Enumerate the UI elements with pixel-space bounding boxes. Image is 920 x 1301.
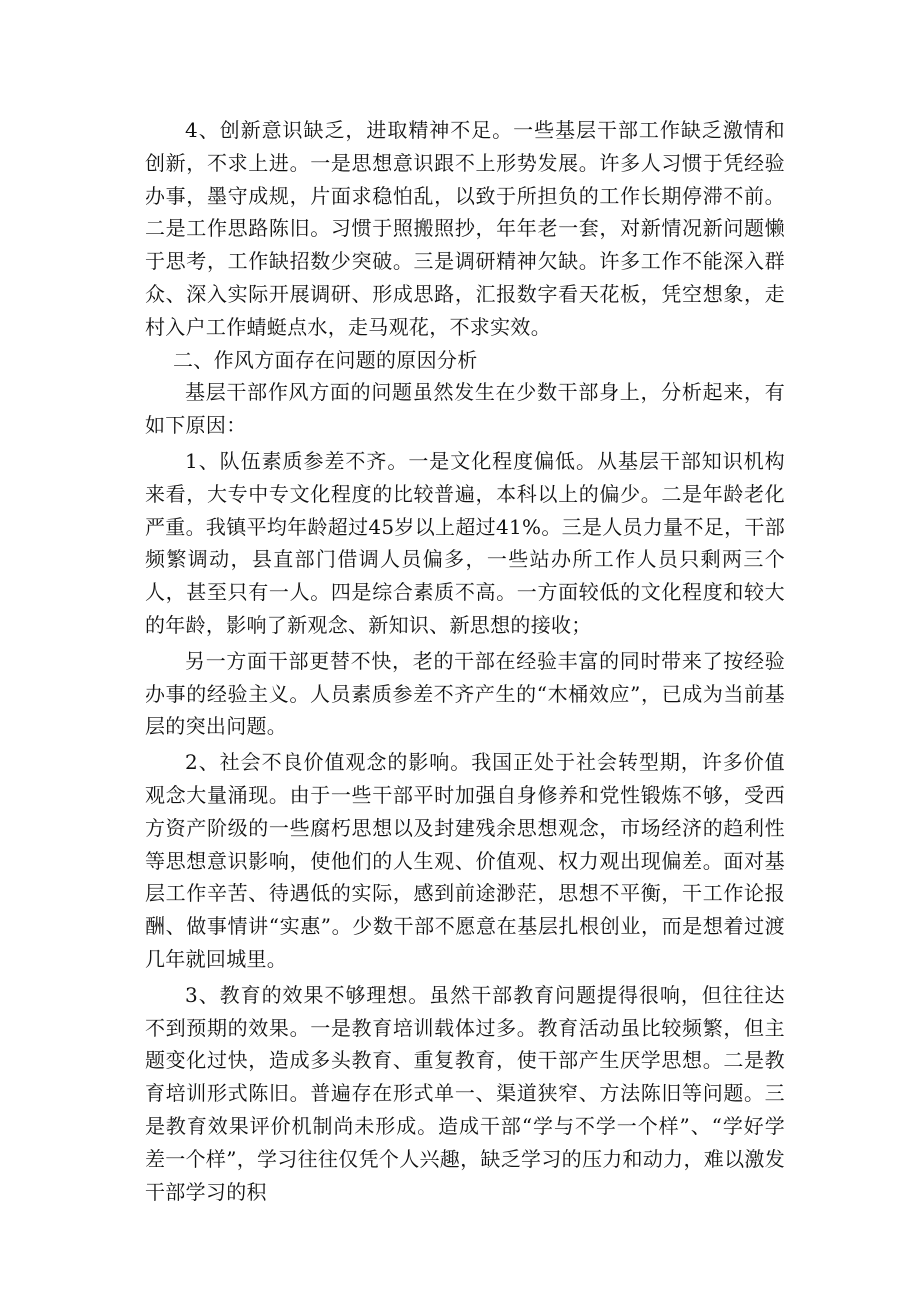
paragraph-cause-intro: 基层干部作风方面的问题虽然发生在少数干部身上，分析起来，有如下原因： (145, 380, 785, 438)
paragraph-innovation-lacking: 4、创新意识缺乏，进取精神不足。一些基层干部工作缺乏激情和创新，不求上进。一是思想意识跟不上形势发展。许多人习惯于凭经验办事，墨守成规，片面求稳怕乱，以致于所担负的工作长期停滞不前。二是工作思路陈旧。习惯于照搬照抄，年年老一套，对新情况新问题懒于思考，工作缺招数少突破。三是调研精神欠缺。许多工作不能深入群众、深入实际开展调研、形成思路，汇报数字看天花板，凭空想象，走村入户工作蜻蜓点水，走马观花，不求实效。 (145, 118, 785, 339)
paragraph-education-effect: 3、教育的效果不够理想。虽然干部教育问题提得很响，但往往达不到预期的效果。一是教育培训载体过多。教育活动虽比较频繁，但主题变化过快，造成多头教育、重复教育，使干部产生厌学思想。二是教育培训形式陈旧。普遍存在形式单一、渠道狭窄、方法陈旧等问题。三是教育效果评价机制尚未形成。造成干部“学与不学一个样”、“学好学差一个样”，学习往往仅凭个人兴趣，缺乏学习的压力和动力，难以激发干部学习的积 (145, 982, 785, 1204)
paragraph-team-quality: 1、队伍素质参差不齐。一是文化程度偏低。从基层干部知识机构来看，大专中专文化程度的比较普遍，本科以上的偏少。二是年龄老化严重。我镇平均年龄超过45岁以上超过41%。三是人员力量不足，干部频繁调动，县直部门借调人员偏多，一些站办所工作人员只剩两三个人，甚至只有一人。四是综合素质不高。一方面较低的文化程度和较大的年龄，影响了新观念、新知识、新思想的接收； (145, 448, 785, 637)
section-heading-cause-analysis: 二、作风方面存在问题的原因分析 (173, 347, 478, 372)
paragraph-cadre-replacement: 另一方面干部更替不快，老的干部在经验丰富的同时带来了按经验办事的经验主义。人员素质参差不齐产生的“木桶效应”，已成为当前基层的突出问题。 (145, 648, 785, 739)
document-body (145, 114, 785, 1208)
paragraph-social-values: 2、社会不良价值观念的影响。我国正处于社会转型期，许多价值观念大量涌现。由于一些干部平时加强自身修养和党性锻炼不够，受西方资产阶级的一些腐朽思想以及封建残余思想观念，市场经济的趋利性等思想意识影响，使他们的人生观、价值观、权力观出现偏差。面对基层工作辛苦、待遇低的实际，感到前途渺茫，思想不平衡，干工作论报酬、做事情讲“实惠”。少数干部不愿意在基层扎根创业，而是想着过渡几年就回城里。 (145, 750, 785, 971)
